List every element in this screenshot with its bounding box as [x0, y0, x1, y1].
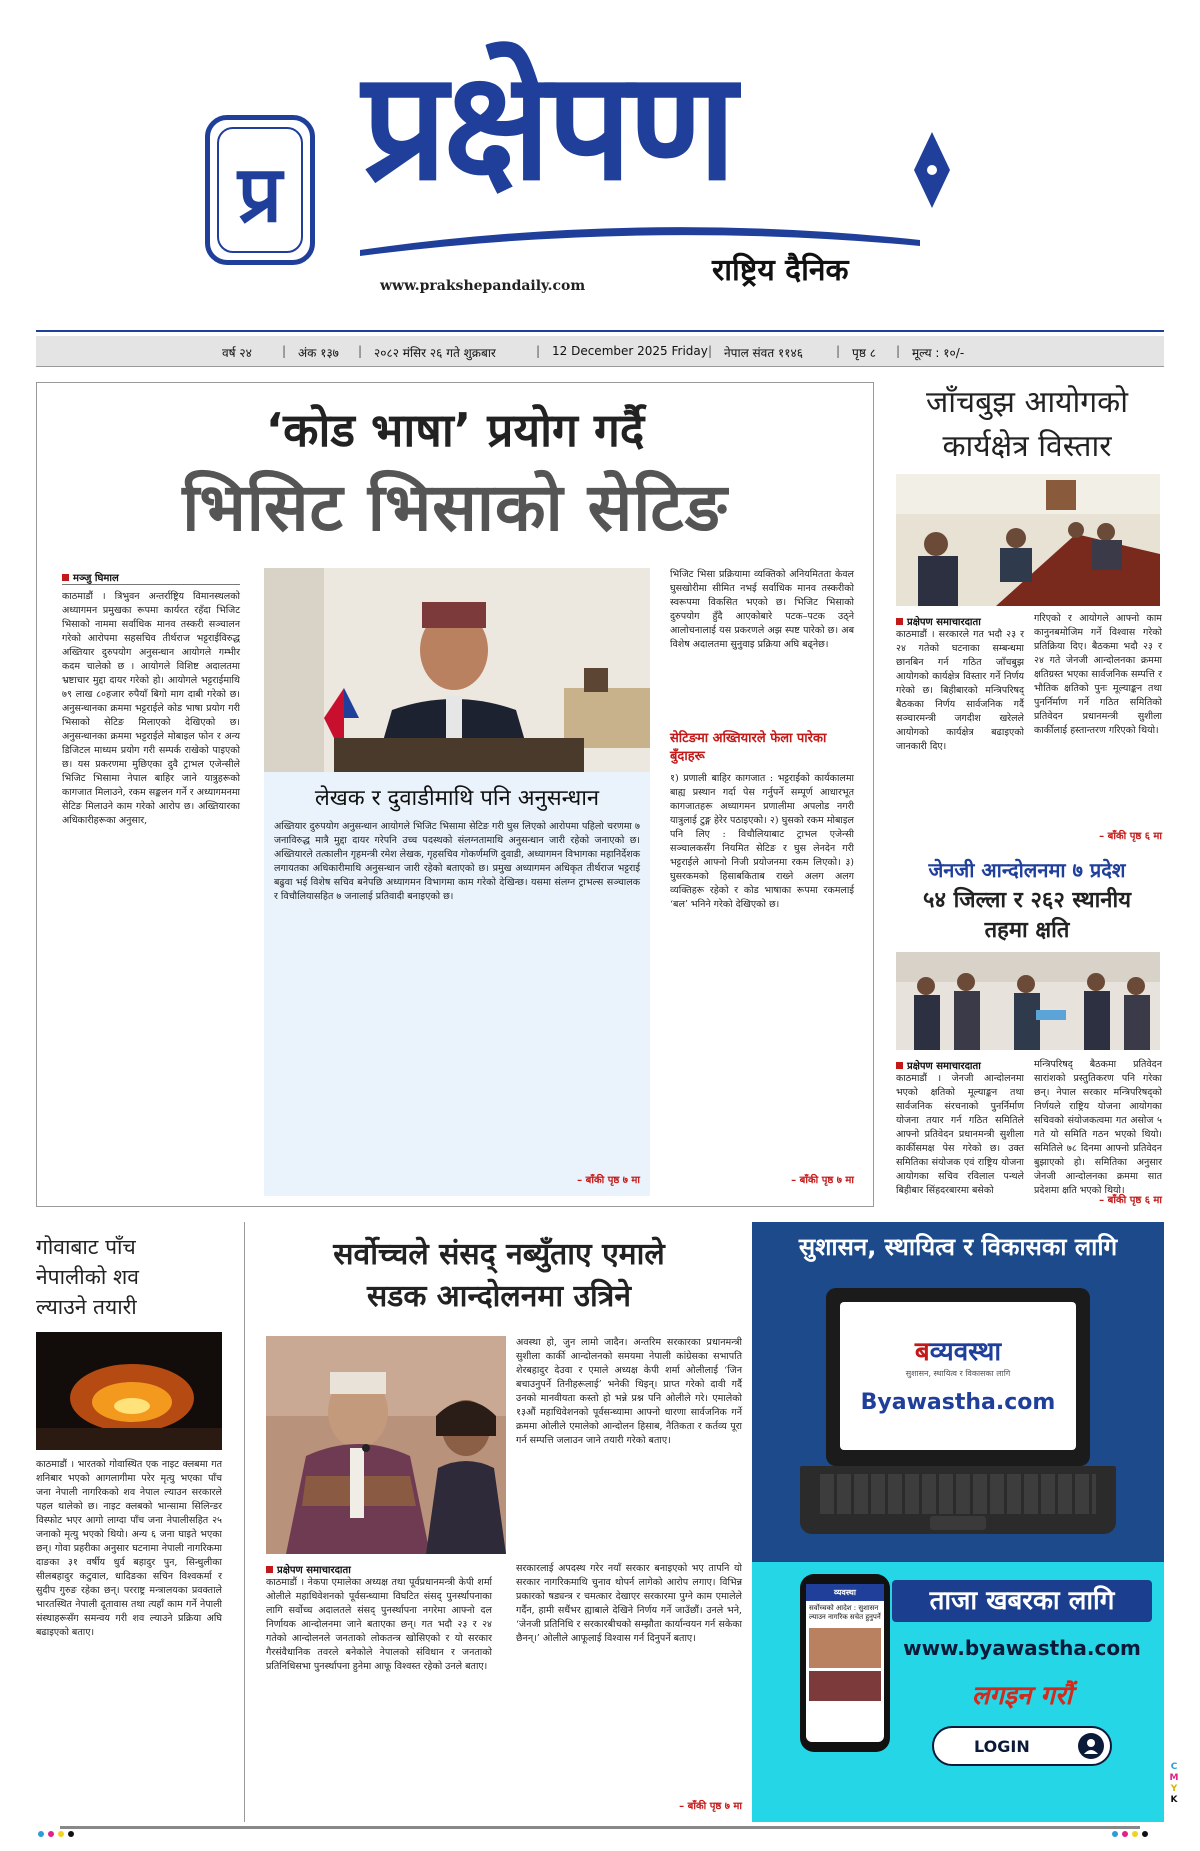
ad-bottom-title: ताजा खबरका लागि	[892, 1580, 1152, 1622]
logo-emblem	[205, 115, 315, 265]
right-story-2-col2: मन्त्रिपरिषद् बैठकमा प्रतिवेदन सारांशको प्रस्तुतिकरण पनि गरेका छन्। नेपाल सरकार मन्त्रिपरिषद्को निर्णयले राष्ट्रिय योजना आयोगका सचिवको संयोजकत्वमा गत असोज ५ गते यो समिति गठन भएको थियो। समितिले ७८ दिनमा आफ्नो प्रतिवेदन बुझाएको हो। समितिका अनुसार जेनजी आन्दोलनका क्रममा सात प्रदेशमा क्षति भएको थियो।	[1034, 1059, 1162, 1196]
right-story-1-byline: प्रक्षेपण समाचारदाता	[896, 614, 981, 628]
ad-login-label: LOGIN	[974, 1737, 1030, 1756]
registration-dots-left	[36, 1822, 76, 1841]
related-story-continued: – बाँकी पृष्ठ ७ मा	[577, 1175, 640, 1186]
nepali-date: २०८२ मंसिर २६ गते शुक्रबार	[374, 346, 496, 360]
cmyk-marks: C M Y K	[1169, 1762, 1179, 1805]
right-story-2-continued: – बाँकी पृष्ठ ६ मा	[1099, 1195, 1162, 1206]
lead-byline: मञ्जु घिमाल	[62, 570, 119, 584]
uml-story-continued: – बाँकी पृष्ठ ७ मा	[679, 1801, 742, 1812]
goa-fire-photo	[36, 1332, 222, 1450]
ad-cta: लगइन गरौं	[971, 1681, 1073, 1711]
right-story-2-col1: काठमाडौं । जेनजी आन्दोलनमा भएको क्षतिको मूल्याङ्कन तथा सार्वजनिक संरचनाको पुनर्निर्माण योजना तयार गर्न गठित समितिले आफ्नो प्रतिवेदन प्रधानमन्त्री सुशीला कार्कीसमक्ष पेस गरेको छ। उक्त समितिका संयोजक एवं राष्ट्रिय योजना आयोगका सचिव रविलाल पन्थले बिहीबार सिंहदरबारमा बसेको	[896, 1073, 1024, 1196]
ad-brand-tag: सुशासन, स्थायित्व र विकासका लागि	[905, 1369, 1011, 1378]
ad-brand-np: बव्यवस्था	[914, 1337, 1002, 1367]
lead-column-3: भिजिट भिसा प्रक्रियामा व्यक्तिको अनियमितता केवल घुसखोरीमा सीमित नभई सर्वाधिक मानव तस्करीको स्वरूपमा विकसित भएको छ। भिजिट भिसाको दुरुपयोग हुँदै आएकोबारे पटक–पटक उठ्ने आलोचनालाई यस प्रकरणले अझ स्पष्ट पारेको छ। अब विशेष अदालतमा सुनुवाइ प्रक्रिया अघि बढ्नेछ।	[670, 569, 854, 650]
ad-laptop-keyboard	[800, 1466, 1116, 1534]
issue-number: अंक १३७	[298, 346, 339, 360]
right-story-1-headline-line2: कार्यक्षेत्र विस्तार	[942, 429, 1112, 464]
logo-glyph: प्र	[237, 150, 283, 240]
lead-main-headline: भिसिट भिसाको सेटिङ	[182, 469, 728, 546]
nepal-samvat: नेपाल संवत ११४६	[724, 346, 803, 360]
goa-story-headline: गोवाबाट पाँच नेपालीको शव ल्याउने तयारी	[36, 1235, 139, 1319]
lead-photo	[264, 568, 650, 772]
lead-subhead: सेटिङमा अख्तियारले फेला पारेका बुँदाहरू	[670, 731, 827, 764]
right-story-2-byline: प्रक्षेपण समाचारदाता	[896, 1058, 981, 1072]
related-story-text: अख्तियार दुरुपयोग अनुसन्धान आयोगले भिजिट भिसामा सेटिङ गरी घुस लिएको आरोपमा पहिलो चरणमा ७ जनाविरुद्ध मात्रै मुद्दा दायर गरेपनि उच्च पदस्थको संलग्नतामाथि अनुसन्धान जारी रहेको जनाएको छ। अख्तियारले तत्कालीन गृहमन्त्री रमेश लेखक, गृहसचिव गोकर्णमणि दुवाडी, अध्यागमन विभागका महानिर्देशक लगायतका अधिकारीमाथि अनुसन्धान जारी रहेको बताएको छ। प्रमुख अध्यागमन अधिकृत तीर्थराज भट्टराई बढुवा भई विशेष सचिव बनेपछि अध्यागमन विभागमा काम गरेको देखिन्छ। यसमा संलग्न ट्राभल्स सञ्चालक र विचौलियासहित ७ जनालाई प्रतिवादी बनाइएको छ।	[274, 821, 641, 902]
newspaper-tagline: राष्ट्रिय दैनिक	[712, 253, 849, 288]
column-divider	[244, 1222, 245, 1822]
report-handover-photo	[896, 952, 1160, 1050]
right-story-1-continued: – बाँकी पृष्ठ ६ मा	[1099, 831, 1162, 842]
lead-kicker-headline: ‘कोड भाषा’ प्रयोग गर्दै	[265, 403, 645, 457]
right-story-2-headline-line2: ५४ जिल्ला र २६२ स्थानीय	[923, 888, 1131, 913]
ad-phone-headline: सर्वोच्चको आदेश : सुशासन ल्याउन नागरिक सचेत हुनुपर्ने	[809, 1604, 881, 1621]
user-icon	[1078, 1733, 1104, 1759]
issue-info-bar: वर्ष २४ | अंक १३७ | २०८२ मंसिर २६ गते शुक्रबार | 12 December 2025 Friday | नेपाल संवत ११४६ | पृष्ठ ८ | मूल्य : १०/-	[36, 336, 1164, 367]
volume-year: वर्ष २४	[222, 346, 252, 360]
ad-phone-brand: व्यवस्था	[806, 1584, 884, 1601]
page-count: पृष्ठ ८	[852, 346, 876, 360]
uml-story-right-top: अवस्था हो, जुन लामो जादैन। अन्तरिम सरकारका प्रधानमन्त्री सुशीला कार्की आन्दोलनको समयमा नेपाली कांग्रेसका सभापति शेरबहादुर देउवा र एमाले अध्यक्ष केपी शर्मा ओलीलाई ‘जिन बचाउनुपर्ने तिनीहरूलाई’ भनेकी थिइन्। प्राप्त गरेको दावी गर्दै उनको मानवीयता कस्तो हो भन्ने प्रश्न पनि ओलीले गरे। एमालेको १३औं महाधिवेशनको पूर्वसन्ध्यामा आफ्नो धारणा सार्वजनिक गर्ने क्रममा ओलीले एमालेको आन्दोलन हिसाब, नैतिकता र कर्तव्य पूरा गर्न सम्पत्ति जलाउन जाने तयारी गरेको बताए।	[516, 1337, 742, 1446]
registration-dots-right	[1110, 1822, 1150, 1841]
price: मूल्य : १०/-	[912, 346, 965, 360]
right-story-2-headline-line1: जेनजी आन्दोलनमा ७ प्रदेश	[928, 858, 1126, 882]
lead-continued: – बाँकी पृष्ठ ७ मा	[791, 1175, 854, 1186]
ad-laptop-screen	[826, 1288, 1090, 1466]
uml-story-right: सरकारलाई अपदस्थ गरेर नयाँ सरकार बनाइएको भए तापनि यो सरकार नागरिकमाथि चुनाव थोपर्न लागेको आरोप लगाए। विभिन्न प्रकारको षड्यन्त्र र चमत्कार देखाएर सरकारमा पुग्ने काम एमालेले गर्दैन, हामी सधैंभर ह्याबाले देखिने निर्णय गर्ने जाउँछौं। उनले भने, ‘जेनजी प्रतिनिधि र सरकारबीचको सम्झौता कार्यान्वयन गर्न सकेका छैनन्।’ ओलीले आफूलाई विश्वास गर्न दिनुपर्ने बताए।	[516, 1563, 742, 1644]
newspaper-name: प्रक्षेपण	[362, 40, 733, 214]
ad-url[interactable]: www.byawastha.com	[903, 1636, 1141, 1660]
english-date: 12 December 2025 Friday	[552, 344, 708, 358]
ad-login-button[interactable]	[932, 1726, 1112, 1766]
lead-column-1: काठमाडौं । त्रिभुवन अन्तर्राष्ट्रिय विमानस्थलको अध्यागमन प्रमुखका रूपमा कार्यरत रहँदा भिजिट भिसाको नाममा सर्वाधिक मानव तस्करी सञ्चालन गरेको आरोपमा सहसचिव तीर्थराज भट्टराईविरुद्ध अख्तियार दुरुपयोग अनुसन्धान आयोगले गम्भीर कदम चालेको छ । आयोगले विशिष्ट अदालतमा भ्रष्टाचार मुद्दा दायर गरेको हो। आयोगले भट्टराईमाथि ७९ लाख ८०हजार रुपैयाँ बिगो माग दाबी गरेको छ। अनुसन्धानका क्रममा भट्टराईले कोड भाषा प्रयोग गरी भिसाको सेटिङ मिलाएको देखिएको छ। अनुसन्धानका क्रममा भट्टराईले मोबाइल फोन र अन्य डिजिटल माध्यम प्रयोग गरी सम्पर्क राखेको पाइएको छ। यस प्रकरणमा मुछिएका दुवै ट्राभल एजेन्सीले भिजिट भिसामा नेपाल बाहिर जाने यात्रुहरूको कागजात मिलाउने, रकम सङ्कलन गर्ने र अध्यागमनमा सेटिङ मिलाउने काम गरेको आरोप छ। अख्तियारका अधिकारीहरूका अनुसार,	[62, 591, 240, 826]
right-story-1-col1: काठमाडौं । सरकारले गत भदौ २३ र २४ गतेको घटनाका सम्बन्धमा छानबिन गर्न गठित जाँचबुझ आयोगको कार्यक्षेत्र विस्तार गर्ने निर्णय गरेको छ। बिहीबारको मन्त्रिपरिषद् बैठकका निर्णय सार्वजनिक गर्दै सञ्चारमन्त्री जगदीश खरेलले आयोगको कार्यक्षेत्र बढाइएको जानकारी दिए।	[896, 629, 1024, 752]
ad-top-title: सुशासन, स्थायित्व र विकासका लागि	[798, 1233, 1118, 1261]
uml-story-left: काठमाडौं । नेकपा एमालेका अध्यक्ष तथा पूर्वप्रधानमन्त्री केपी शर्मा ओलीले महाधिवेशनको पूर्वसन्ध्यामा विघटित संसद्‍ पुनर्स्थापनाका लागि सर्वोच्च अदालतले संसद् पुनर्स्थापना नगरेमा आफ्नो दल निर्णायक आन्दोलनमा जाने बताएका छन्। गत भदौ २३ र २४ गतेको आन्दोलनले जनताको लोकतन्त्र खोसिएको र यो सरकार गैरसंवैधानिक तवरले बनेकोले नेपालको संविधान र जनताको प्रतिनिधिसभा पुनर्स्थापना हुनेमा आफू विश्वस्त रहेको उनले बताए।	[266, 1577, 492, 1672]
goa-story-text: काठमाडौं । भारतको गोवास्थित एक नाइट क्लबमा गत शनिबार भएको आगलागीमा परेर मृत्यु भएका पाँच जना नेपाली नागरिकको शव नेपाल ल्याउन सरकारले पहल थालेको छ। नाइट क्लबको भान्सामा सिलिन्डर विस्फोट भएर आगो लाग्दा पाँच जना नेपालीसहित २५ जनाको मृत्यु भएको थियो। अन्य ६ जना घाइते भएका छन्। गोवा प्रहरीका अनुसार घटनामा नेपाली नागरिकमा दाङका ३१ वर्षीय धुर्व बहादुर पुन, सिन्धुलीका सीलबहादुर कटुवाल, धादिङका सचिन विश्वकर्मा र सुदीप गुरुङ रहेका छन्। परराष्ट्र मन्त्रालयका प्रवक्ताले भारतस्थित नेपाली दूतावास तथा त्यहाँ काम गर्ने नेपाली संस्थाहरूसँग समन्वय गरी शव ल्याउने प्रक्रिया अघि बढाइएको बताए।	[36, 1459, 222, 1638]
right-story-1-col2: गरिएको र आयोगले आफ्नो काम कानुनबमोजिम गर्ने विश्वास गरेको प्रतिक्रिया दिए। बैठकमा भदौ २३ र २४ गते जेनजी आन्दोलनका क्रममा क्षतिग्रस्त भएका सार्वजनिक सम्पत्ति र भौतिक क्षतिको पुनः मूल्याङ्कन तथा पुनर्निर्माण गर्ने गठित समितिको प्रतिवेदन प्रधानमन्त्री सुशीला कार्कीलाई हस्तान्तरण गरिएको थियो।	[1034, 613, 1162, 736]
commission-meeting-photo	[896, 474, 1160, 606]
ad-brand-en: Byawastha.com	[860, 1390, 1056, 1415]
pen-nib-icon	[910, 130, 954, 210]
bottom-rule	[60, 1826, 1140, 1829]
lead-points: १) प्रणाली बाहिर कागजात : भट्टराईको कार्यकालमा बाह्य प्रस्थान गर्दा पेस गर्नुपर्ने सम्पूर्ण आधारभूत कागजातहरू अध्यागमन प्रणालीमा अपलोड नगरी यात्रुलाई टुङ्ग हेरेर पठाइएको। २) घुसको रकम मोबाइल पनि लिए : विचौलियाबाट ट्राभल एजेन्सी सञ्चालकसँग नियमित सेटिङ र घुस लेनदेन गरी भट्टराईले आफ्नो निजी प्रयोजनमा रकम लिएको। ३) घुसरकमको हिसाबकिताब राख्ने अलग अलग व्यक्तिहरू रहेको र कोड भाषाका रूपमा रकमलाई ‘बल’ भनिने गरेको देखिएको छ।	[670, 773, 854, 910]
uml-story-byline: प्रक्षेपण समाचारदाता	[266, 1562, 351, 1576]
related-story-title: लेखक र दुवाडीमाथि पनि अनुसन्धान	[314, 786, 600, 811]
uml-story-headline: सर्वोच्चले संसद् नब्युँताए एमाले सडक आन्दोलनमा उत्रिने	[333, 1237, 665, 1314]
top-rule	[36, 330, 1164, 332]
right-story-1-headline-line1: जाँचबुझ आयोगको	[926, 385, 1128, 420]
right-story-2-headline-line3: तहमा क्षति	[984, 918, 1070, 943]
ad-phone	[800, 1574, 890, 1752]
website-link[interactable]: www.prakshepandaily.com	[380, 278, 586, 294]
uml-press-photo	[266, 1336, 506, 1554]
